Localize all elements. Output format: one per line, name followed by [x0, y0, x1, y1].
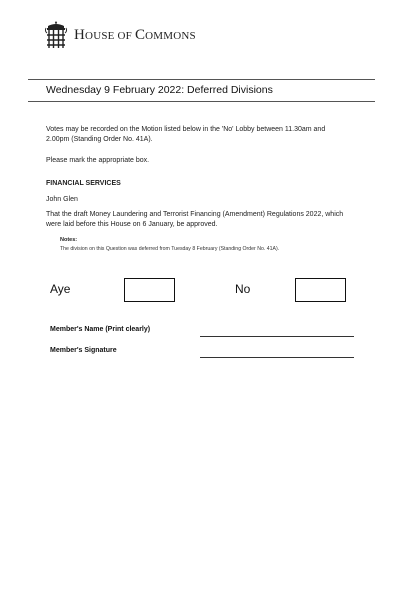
member-signature-label: Member's Signature: [50, 347, 117, 354]
aye-checkbox[interactable]: [124, 278, 175, 302]
title-rule-top: [28, 79, 375, 80]
header: [44, 18, 196, 52]
portcullis-icon: [44, 20, 68, 50]
notes-text: The division on this Question was deferred from Tuesday 8 February (Standing Order No. 41A).: [60, 246, 280, 252]
member-name: John Glen: [46, 196, 78, 203]
member-name-label: Member's Name (Print clearly): [50, 326, 151, 333]
no-label: No: [235, 282, 251, 296]
brand-name: HOUSE OF COMMONS: [74, 26, 196, 43]
member-signature-field[interactable]: [200, 357, 354, 358]
notes-label: Notes:: [60, 237, 78, 243]
intro-text: Votes may be recorded on the Motion listed below in the 'No' Lobby between 11.30am and 2.00pm (Standing Order No. 41A).: [46, 126, 326, 143]
page-title: Wednesday 9 February 2022: Deferred Divisions: [46, 84, 273, 96]
instruction-text: Please mark the appropriate box.: [46, 157, 150, 164]
motion-text: That the draft Money Laundering and Terrorist Financing (Amendment) Regulations 2022, which were laid before this House on 6 January, be approved.: [46, 211, 344, 228]
title-rule-bottom: [28, 101, 375, 102]
aye-label: Aye: [50, 282, 71, 296]
member-name-field[interactable]: [200, 336, 354, 337]
no-checkbox[interactable]: [295, 278, 346, 302]
section-heading: FINANCIAL SERVICES: [46, 180, 121, 187]
